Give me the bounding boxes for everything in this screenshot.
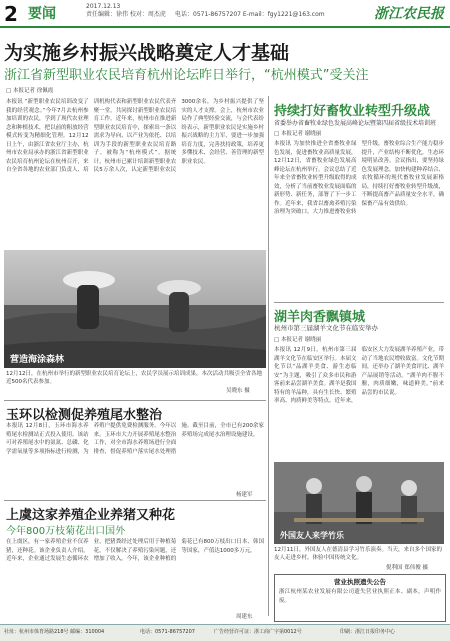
article4-subtitle: 今年800万枝菊花出口国外: [6, 526, 126, 537]
article2-title: 持续打好畜牧业转型升级战: [274, 104, 431, 119]
field-photo-image: [4, 250, 266, 368]
page-number: 2: [4, 2, 18, 26]
footer-item-address: 社址：杭州市体育场路218号 邮编：310004: [4, 629, 105, 635]
article2-subtitle: 省委举办省畜牧业绿色发展高峰论坛暨第四届省级技术培训班: [274, 120, 437, 127]
footer-bar: [0, 624, 450, 641]
photo2-overlay-text: 外国友人来学竹乐: [280, 531, 344, 540]
column-divider: [268, 96, 269, 616]
lead-photo-credit: 吴晓东 摄: [226, 388, 250, 394]
article2-byline: □ 本报记者 谢晓丽: [274, 131, 322, 137]
editor-line: 责任编辑：徐伟 校对：周杰虎: [86, 11, 166, 18]
photo2-credit: 倪利国 郑伟俊 摄: [386, 565, 428, 571]
lead-body: 本报讯 “新型职业农民培训改变了我的经营观念。”今年7月去杭州参加培训的农民，学到了现代农业理念和种植技术，把以前的粗放经营模式转变为精细化管理。12月12日上午，由浙江省农业厅主办，杭州市农业局承办的浙江省新型职业农民培育杭州论坛在杭州召开，来自全省各地的农业部门负责人、培训机构代表和新型职业农民代表齐聚一堂，共同探讨新型职业农民培育工作。近年来，杭州市在推进新型职业农民培育中，探索出一条以需求为导向、以产业为依托、以培训为手段的新型职业农民培育路子，被称为“杭州模式”。据统计，杭州市已累计培训新型职业农民5万余人次，认定新型职业农民3000余名，为乡村振兴提供了坚实的人才支撑。会上，杭州市农业局作了典型经验交流，与会代表纷纷表示，新型职业农民是实施乡村振兴战略的主力军，要进一步加强培育力度，完善扶持政策，培养更多懂技术、会经营、善管理的新型职业农民。: [6, 99, 264, 173]
photo2: [274, 462, 444, 544]
article3-author: 杨建军: [236, 492, 253, 498]
masthead-meta: [86, 3, 166, 19]
photo2-caption: 12月11日，外国友人在德清县学习竹乐演奏。当天，来自多个国家的友人走进乡村，体验中国传统文化。: [274, 547, 442, 561]
article5-subtitle: 杭州市第三届湖羊文化节在临安举办: [274, 324, 378, 332]
newspaper-logo: 浙江农民报: [374, 6, 444, 22]
lead-title: 为实施乡村振兴战略奠定人才基础: [4, 42, 290, 64]
article4-body: 在上虞区，有一家养殖企业不仅养猪，还种花。该企业负责人介绍，近年来，企业通过发展生态循环农业，把猪粪经过处理后用于种植菊花，不仅解决了养殖污染问题，还增加了收入。今年，该企业种植的菊花已有800万枝出口日本、韩国等国家，产值达1000多万元。: [6, 539, 264, 562]
lead-subtitle: 浙江省新型职业农民培育杭州论坛昨日举行，“杭州模式”受关注: [4, 68, 369, 83]
notice-title: 营业执照遗失公告: [334, 578, 386, 586]
lead-photo: [4, 250, 266, 368]
footer-item-license: 广告经营许可证：浙工商广字第0012号: [214, 629, 302, 635]
article5-title: 湖羊肉香飘镇城: [274, 310, 366, 325]
section-name: 要闻: [28, 6, 56, 22]
lead-byline: □ 本报记者 徐佩霞: [6, 88, 54, 94]
section-rule-2: [4, 400, 266, 401]
article5-byline: □ 本报记者 谢晓丽: [274, 337, 322, 343]
notice-text: 浙江杭州某农业发展有限公司遗失营业执照正本、副本，声明作废。: [279, 589, 441, 604]
article2-body: 本报讯 为加快推进全省畜牧业绿色发展，促进畜牧业高质量发展，12月12日，省畜牧业绿色发展高峰论坛在杭州举行。会议总结了近年来全省畜牧业转型升级取得的成效，分析了当前畜牧业发展面临的新形势、新任务，部署了下一步工作。近年来，我省以畜禽养殖污染治理为突破口，大力推进畜牧业转型升级，畜牧业综合生产能力稳步提升，产业结构不断优化，生态环境明显改善。会议指出，要坚持绿色发展理念，加快构建种养结合、农牧循环的现代畜牧业发展新格局，持续打好畜牧业转型升级战，不断提高畜产品质量安全水平，确保畜产品有效供给。: [274, 141, 444, 215]
issue-date: 2017.12.13: [86, 3, 121, 10]
notice-box: [274, 574, 446, 622]
footer-item-phone: 电话：0571-86757207: [140, 629, 195, 635]
lead-photo-caption: 12月12日，在杭州市举行的新型职业农民培育论坛上，农民学员展示培训成果。本次活动共吸引全省各地近500名代表参加。: [6, 371, 263, 385]
section-rule: [274, 302, 444, 303]
footer-item-printer: 印刷：浙江日报印务中心: [340, 629, 396, 635]
photo-overlay-text: 营造海涂森林: [10, 355, 65, 365]
article4-author: 周建东: [236, 614, 253, 620]
section-rule-3: [4, 500, 266, 501]
contact-line: 电话：0571-86757207 E-mail：fgy1221@163.com: [175, 11, 325, 18]
article5-body: 本报讯 12月9日，杭州市第三届湖羊文化节在临安区举行。本届文化节以“品湖羊美食、游生态临安”为主题，吸引了众多市民和游客前来品尝湖羊美食。湖羊是我国特有的羊品种，具有生长快、繁殖率高、肉质鲜美等特点。近年来，临安区大力发展湖羊养殖产业，带动了当地农民增收致富。文化节期间，还举办了湖羊美食评比、湖羊产品展销等活动。“湖羊肉不腥不膻，肉质细嫩，味道鲜美。”前来品尝的市民说。: [274, 347, 444, 404]
article3-body: 本报讯 12月8日，玉环市海水养殖尾水检测站正式投入使用。该站可对养殖尾水中的氨氮、总磷、化学需氧量等多项指标进行检测，为养殖户提供免费检测服务。今年以来，玉环市大力开展养殖尾水整治工作，对全市海水养殖场进行全面排查，督促养殖户落实尾水处理措施。截至目前，全市已有200余家养殖场完成尾水治理设施建设。: [6, 423, 264, 455]
article3-title: 玉环以检测促养殖尾水整治: [6, 408, 163, 423]
article4-title: 上虞这家养殖企业养猪又种花: [6, 508, 176, 523]
